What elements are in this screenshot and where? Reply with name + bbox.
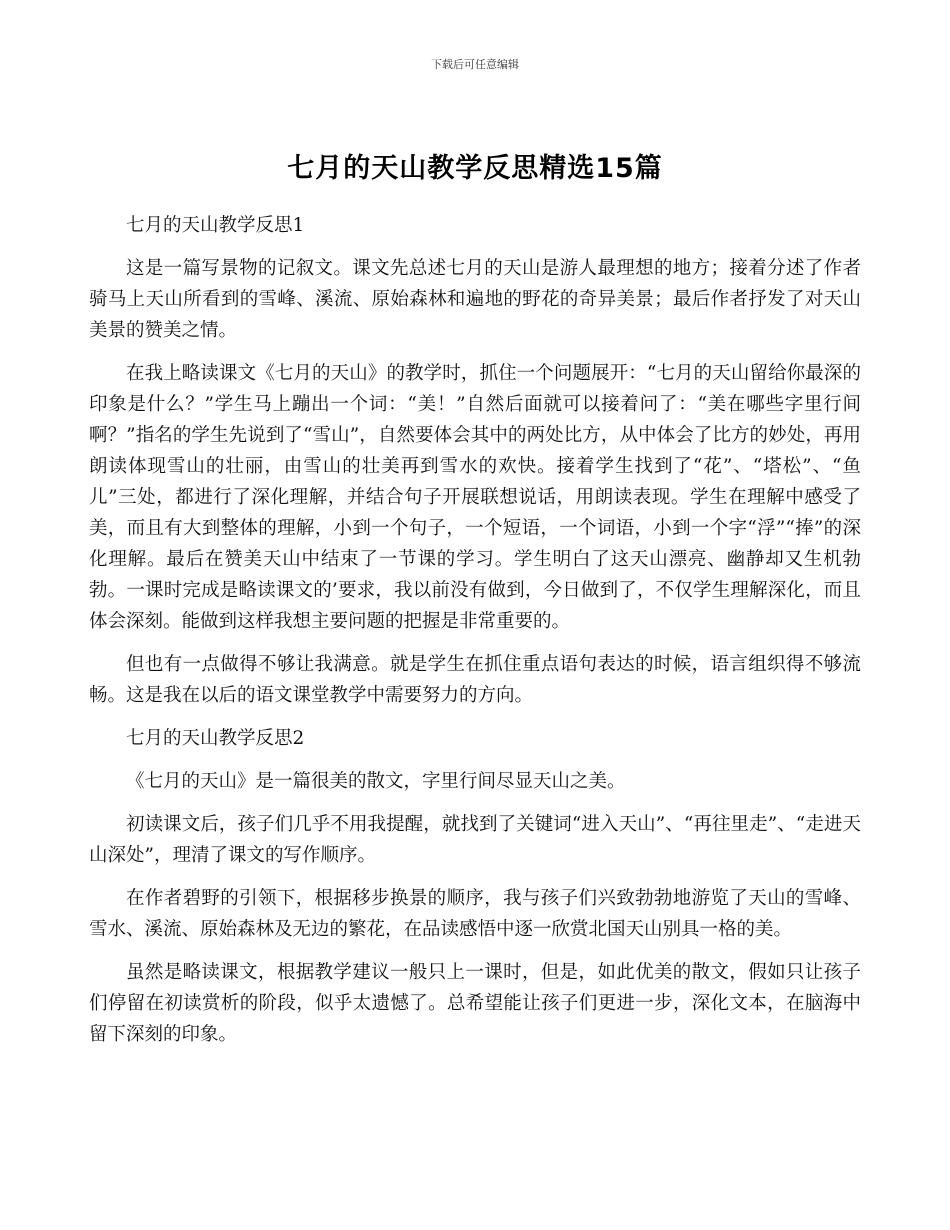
paragraph: 在作者碧野的引领下，根据移步换景的顺序，我与孩子们兴致勃勃地游览了天山的雪峰、雪水、溪流、原始森林及无边的繁花，在品读感悟中逐一欣赏北国天山别具一格的美。 [89, 888, 861, 940]
document-body [89, 210, 861, 1062]
paragraph: 初读课文后，孩子们几乎不用我提醒，就找到了关键词“进入天山”、“再往里走”、“走进天山深处”，理清了课文的写作顺序。 [89, 814, 861, 866]
paragraph: 《七月的天山》是一篇很美的散文，字里行间尽显天山之美。 [126, 771, 626, 792]
paragraph: 虽然是略读课文，根据教学建议一般只上一课时，但是，如此优美的散文，假如只让孩子们停留在初读赏析的阶段，似乎太遗憾了。总希望能让孩子们更进一步，深化文本，在脑海中留下深刻的印象。 [89, 962, 861, 1045]
paragraph: 这是一篇写景物的记叙文。课文先总述七月的天山是游人最理想的地方；接着分述了作者骑马上天山所看到的雪峰、溪流、原始森林和遍地的野花的奇异美景；最后作者抒发了对天山美景的赞美之情。 [89, 258, 861, 341]
paragraph: 但也有一点做得不够让我满意。就是学生在抓住重点语句表达的时候，语言组织得不够流畅。这是我在以后的语文课堂教学中需要努力的方向。 [89, 654, 861, 706]
document-title: 七月的天山教学反思精选15篇 [287, 153, 663, 184]
paragraph: 在我上略读课文《七月的天山》的教学时，抓住一个问题展开：“七月的天山留给你最深的印象是什么？”学生马上蹦出一个词：“美！”自然后面就可以接着问了：“美在哪些字里行间啊？”指名的学生先说到了“雪山”，自然要体会其中的两处比方，从中体会了比方的妙处，再用朗读体现雪山的壮丽，由雪山的壮美再到雪水的欢快。接着学生找到了“花”、“塔松”、“鱼儿”三处，都进行了深化理解，并结合句子开展联想说话，用朗读表现。学生在理解中感受了美，而且有大到整体的理解，小到一个句子，一个短语，一个词语，小到一个字“浮”“捧”的深化理解。最后在赞美天山中结束了一节课的学习。学生明白了这天山漂亮、幽静却又生机勃勃。一课时完成是略读课文的’要求，我以前没有做到，今日做到了，不仅学生理解深化，而且体会深刻。能做到这样我想主要问题的把握是非常重要的。 [89, 363, 861, 632]
section-heading-1: 七月的天山教学反思1 [126, 215, 305, 236]
header-note: 下载后可任意编辑 [431, 58, 519, 71]
section-heading-2: 七月的天山教学反思2 [126, 728, 305, 749]
